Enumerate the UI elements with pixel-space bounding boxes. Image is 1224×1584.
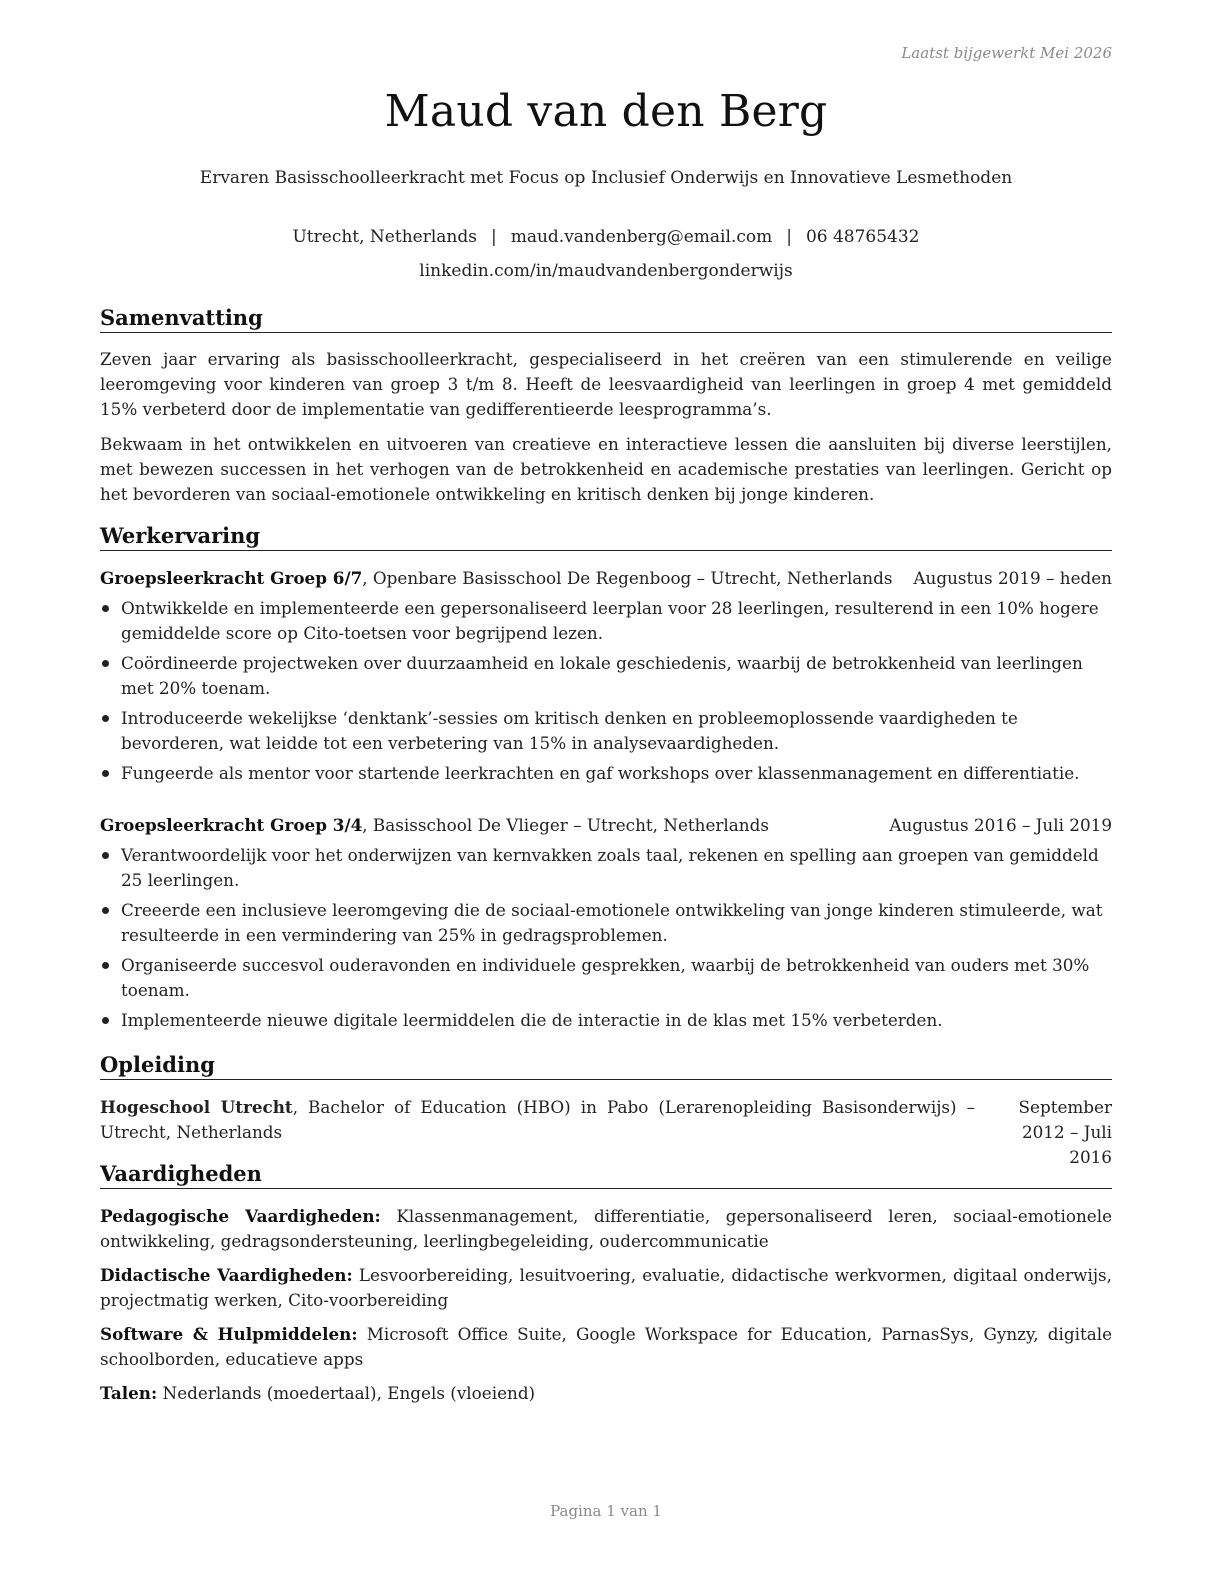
section-title-summary: Samenvatting [100, 305, 1112, 333]
location: Utrecht, Netherlands [292, 227, 477, 247]
contact-info [100, 220, 1112, 288]
skill-value: Klassenmanagement, differentiatie, gepersonaliseerd leren, sociaal-emotionele ontwikkeling, gedragsondersteuning, leerlingbegeleiding, oudercommunicatie [100, 1206, 1112, 1251]
list-item: Ontwikkelde en implementeerde een gepersonaliseerd leerplan voor 28 leerlingen, resulterend in een 10% hogere gemiddelde score op Cito-toetsen voor begrijpend lezen. [100, 596, 1112, 646]
contact-line [100, 220, 1112, 254]
list-item: Organiseerde succesvol ouderavonden en individuele gesprekken, waarbij de betrokkenheid van ouders met 30% toenam. [100, 953, 1112, 1003]
summary-paragraph: Zeven jaar ervaring als basisschoolleerkracht, gespecialiseerd in het creëren van een stimulerende en veilige leeromgeving voor kinderen van groep 3 t/m 8. Heeft de leesvaardigheid van leerlingen in groep 4 met gemiddeld 15% verbeterd door de implementatie van gedifferentieerde leesprogramma’s. [100, 349, 1112, 419]
linkedin-link[interactable]: linkedin.com/in/maudvandenbergonderwijs [419, 261, 793, 281]
section-title-education: Opleiding [100, 1052, 1112, 1080]
skill-row [100, 1263, 1112, 1313]
list-item: Coördineerde projectweken over duurzaamheid en lokale geschiedenis, waarbij de betrokkenheid van leerlingen met 20% toenam. [100, 651, 1112, 701]
job-header [100, 566, 1112, 591]
education-dates: September 2012 – Juli 2016 [1018, 1097, 1112, 1167]
skill-value: Microsoft Office Suite, Google Workspace for Education, ParnasSys, Gynzy, digitale schoolborden, educatieve apps [100, 1324, 1113, 1369]
skill-label: Talen: [100, 1383, 158, 1403]
job-header [100, 813, 1112, 838]
job-org: , Basisschool De Vlieger – Utrecht, Netherlands [362, 815, 769, 835]
list-item: Fungeerde als mentor voor startende leerkrachten en gaf workshops over klassenmanagement en differentiatie. [100, 761, 1112, 786]
skill-label: Software & Hulpmiddelen: [100, 1324, 358, 1344]
headline: Ervaren Basisschoolleerkracht met Focus op Inclusief Onderwijs en Innovatieve Lesmethoden [199, 168, 1013, 188]
degree: , Bachelor of Education (HBO) in Pabo (Lerarenopleiding Basisonderwijs) – Utrecht, Netherlands [100, 1097, 975, 1142]
skill-row [100, 1204, 1112, 1254]
email-link[interactable]: maud.vandenberg@email.com [510, 227, 773, 247]
phone: 06 48765432 [805, 227, 920, 247]
skill-value: Nederlands (moedertaal), Engels (vloeiend) [157, 1383, 536, 1403]
skill-label: Didactische Vaardigheden: [100, 1265, 353, 1285]
skill-value: Lesvoorbereiding, lesuitvoering, evaluatie, didactische werkvormen, digitaal onderwijs, projectmatig werken, Cito-voorbereiding [100, 1265, 1112, 1310]
candidate-name: Maud van den Berg [384, 86, 828, 137]
section-title-experience: Werkervaring [100, 523, 1112, 551]
skill-row [100, 1381, 1112, 1406]
job-role: Groepsleerkracht Groep 6/7 [100, 568, 363, 588]
job-org: , Openbare Basisschool De Regenboog – Utrecht, Netherlands [362, 568, 893, 588]
last-updated: Laatst bijgewerkt Mei 2026 [901, 44, 1112, 62]
section-title-skills: Vaardigheden [100, 1161, 1112, 1189]
job-dates: Augustus 2016 – Juli 2019 [889, 815, 1112, 835]
skill-row [100, 1322, 1112, 1372]
list-item: Verantwoordelijk voor het onderwijzen van kernvakken zoals taal, rekenen en spelling aan groepen van gemiddeld 25 leerlingen. [100, 843, 1112, 893]
resume-page [100, 0, 1112, 1584]
school-name: Hogeschool Utrecht [100, 1097, 293, 1117]
list-item: Creeerde een inclusieve leeromgeving die de sociaal-emotionele ontwikkeling van jonge kinderen stimuleerde, wat resulteerde in een vermindering van 25% in gedragsproblemen. [100, 898, 1112, 948]
summary-paragraph: Bekwaam in het ontwikkelen en uitvoeren van creatieve en interactieve lessen die aansluiten bij diverse leerstijlen, met bewezen successen in het verhogen van de betrokkenheid en academische prestaties van leerlingen. Gericht op het bevorderen van sociaal-emotionele ontwikkeling en kritisch denken bij jonge kinderen. [100, 434, 1112, 504]
skill-label: Pedagogische Vaardigheden: [100, 1206, 381, 1226]
job-role: Groepsleerkracht Groep 3/4 [100, 815, 363, 835]
job-bullets [100, 596, 1112, 791]
list-item: Introduceerde wekelijkse ‘denktank’-sessies om kritisch denken en probleemoplossende vaardigheden te bevorderen, wat leidde tot een verbetering van 15% in analysevaardigheden. [100, 706, 1112, 756]
list-item: Implementeerde nieuwe digitale leermiddelen die de interactie in de klas met 15% verbeterden. [100, 1008, 1112, 1033]
job-bullets [100, 843, 1112, 1038]
education-detail [100, 1095, 975, 1145]
job-dates: Augustus 2019 – heden [913, 568, 1112, 588]
page-number: Pagina 1 van 1 [550, 1502, 662, 1520]
separator: | [490, 227, 497, 247]
separator: | [786, 227, 792, 247]
